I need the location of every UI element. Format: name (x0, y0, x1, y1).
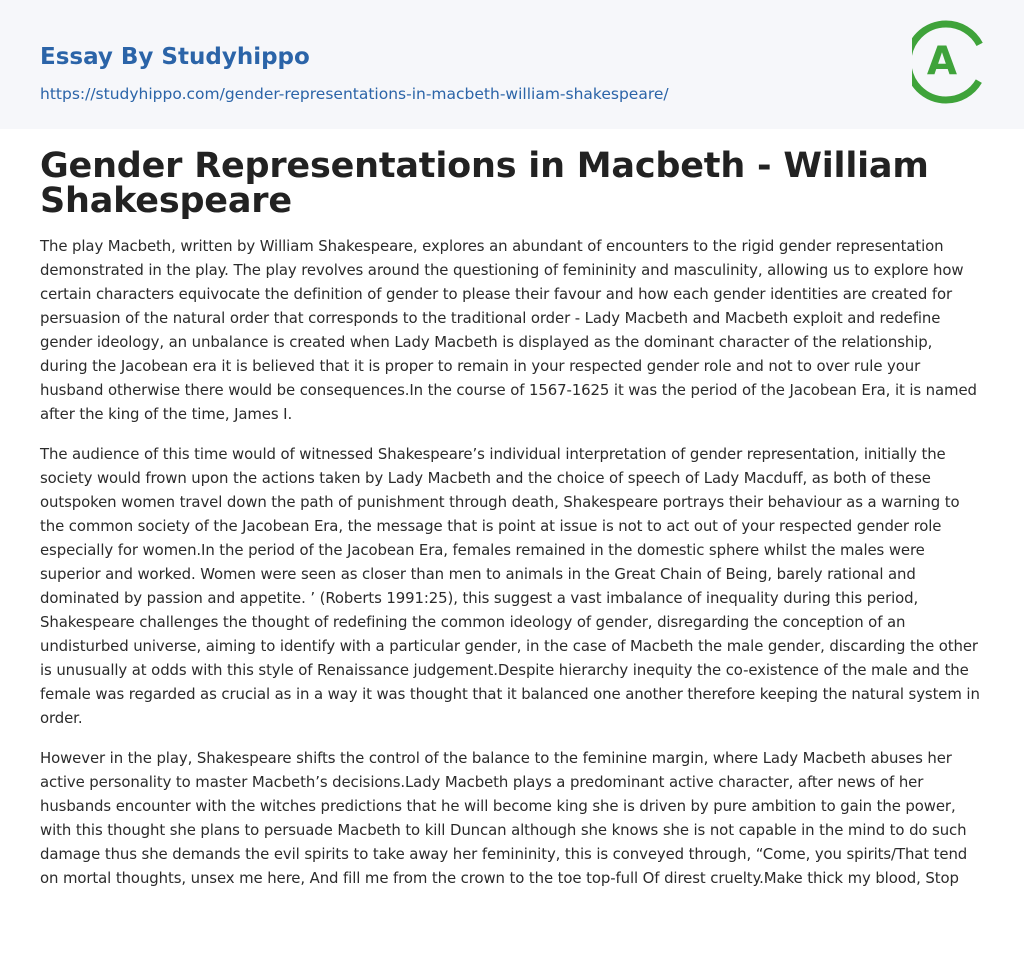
logo-letter: A (926, 39, 958, 84)
article-paragraph: However in the play, Shakespeare shifts the control of the balance to the feminine margin, where Lady Macbeth abuses her active personality to master Macbeth’s decisions.Lady Macbeth plays a predominant active character, after news of her husbands encounter with the witches predictions that he will become king she is driven by pure ambition to gain the power, with this thought she plans to persuade Macbeth to kill Duncan although she knows she is not capable in the mind to do such damage thus she demands the evil spirits to take away her femininity, this is conveyed through, “Come, you spirits/That tend on mortal thoughts, unsex me here, And fill me from the crown to the toe top-full Of direst cruelty.Make thick my blood, Stop (40, 749, 968, 887)
essay-url-link[interactable]: https://studyhippo.com/gender-representations-in-macbeth-william-shakespeare/ (40, 85, 669, 103)
studyhippo-logo[interactable] (912, 18, 986, 106)
site-header (0, 0, 1024, 129)
site-brand[interactable]: Essay By Studyhippo (40, 44, 310, 70)
article-paragraph: The play Macbeth, written by William Shakespeare, explores an abundant of encounters to the rigid gender representation demonstrated in the play. The play revolves around the questioning of femininity and masculinity, allowing us to explore how certain characters equivocate the definition of gender to please their favour and how each gender identities are created for persuasion of the natural order that corresponds to the traditional order - Lady Macbeth and Macbeth exploit and redefine gender ideology, an unbalance is created when Lady Macbeth is displayed as the dominant character of the relationship, during the Jacobean era it is believed that it is proper to remain in your respected gender role and not to over rule your husband otherwise there would be consequences.In the course of 1567-1625 it was the period of the Jacobean Era, it is named after the king of the time, James I. (40, 237, 977, 423)
article-paragraph: The audience of this time would of witnessed Shakespeare’s individual interpretation of gender representation, initially the society would frown upon the actions taken by Lady Macbeth and the choice of speech of Lady Macduff, as both of these outspoken women travel down the path of punishment through death, Shakespeare portrays their behaviour as a warning to the common society of the Jacobean Era, the message that is point at issue is not to act out of your respected gender role especially for women.In the period of the Jacobean Era, females remained in the domestic sphere whilst the males were superior and worked. Women were seen as closer than men to animals in the Great Chain of Being, barely rational and dominated by passion and appetite. ’ (Roberts 1991:25), this suggest a vast imbalance of inequality during this period, Shakespeare challenges the thought of redefining the common ideology of gender, disregarding the conception of an undisturbed universe, aiming to identify with a particular gender, in the case of Macbeth the male gender, discarding the other is unusually at odds with this style of Renaissance judgement.Despite hierarchy inequity the co-existence of the male and the female was regarded as crucial as in a way it was thought that it balanced one another therefore keeping the natural system in order. (40, 445, 980, 727)
article-container (0, 146, 1024, 890)
article-title: Gender Representations in Macbeth - William Shakespeare (40, 146, 929, 221)
